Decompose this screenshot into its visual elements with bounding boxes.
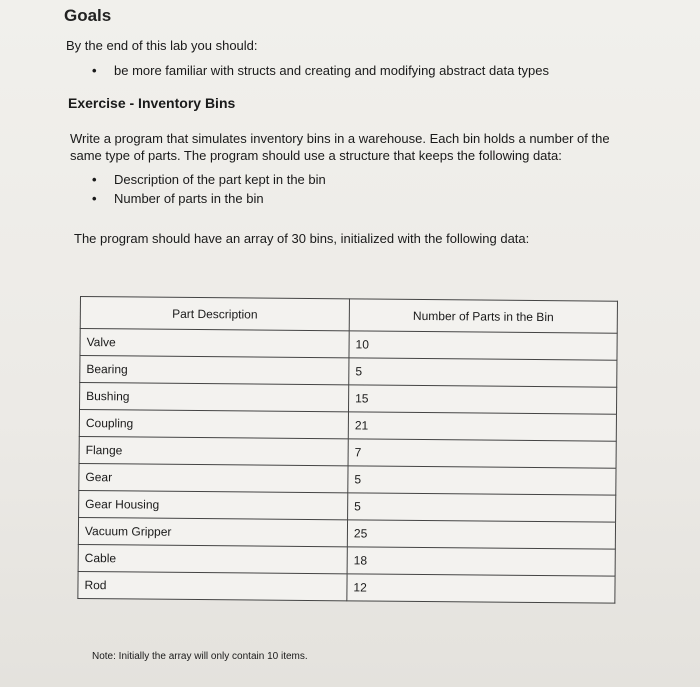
part-cell: Bushing	[80, 383, 349, 412]
inventory-table	[77, 296, 618, 604]
goals-bullet	[92, 63, 549, 78]
header-part-description: Part Description	[80, 297, 349, 331]
count-cell: 12	[347, 574, 615, 603]
bullet-icon: •	[92, 172, 97, 187]
data-bullet	[92, 172, 326, 187]
part-cell: Gear Housing	[79, 490, 348, 519]
table-row	[78, 571, 615, 603]
goals-bullet-text: be more familiar with structs and creating and modifying abstract data types	[114, 63, 549, 78]
count-cell: 21	[348, 412, 616, 441]
goals-heading: Goals	[64, 6, 112, 25]
data-bullet-text: Description of the part kept in the bin	[114, 172, 326, 187]
part-cell: Gear	[79, 463, 348, 492]
part-cell: Cable	[78, 544, 347, 573]
exercise-description	[70, 130, 630, 164]
part-cell: Rod	[78, 571, 347, 600]
count-cell: 5	[349, 358, 617, 387]
exercise-description-line: Write a program that simulates inventory bins in a warehouse. Each bin holds a number of the	[70, 131, 610, 146]
count-cell: 25	[347, 520, 615, 549]
exercise-heading: Exercise - Inventory Bins	[68, 95, 236, 111]
bullet-icon: •	[92, 63, 97, 78]
part-cell: Flange	[79, 436, 348, 465]
part-cell: Vacuum Gripper	[78, 517, 347, 546]
array-statement: The program should have an array of 30 bins, initialized with the following data:	[74, 231, 530, 246]
bullet-icon: •	[92, 191, 97, 206]
note-text: Note: Initially the array will only contain 10 items.	[92, 651, 308, 662]
data-bullet-text: Number of parts in the bin	[114, 191, 264, 206]
count-cell: 5	[348, 466, 616, 495]
goals-intro: By the end of this lab you should:	[66, 38, 258, 53]
data-bullet	[92, 191, 264, 206]
count-cell: 15	[348, 385, 616, 414]
count-cell: 5	[348, 493, 616, 522]
header-number-of-parts: Number of Parts in the Bin	[349, 299, 617, 333]
exercise-description-line: same type of parts. The program should use a structure that keeps the following data:	[70, 148, 562, 163]
part-cell: Bearing	[80, 356, 349, 385]
table-header-row	[80, 297, 617, 334]
count-cell: 18	[347, 547, 615, 576]
part-cell: Coupling	[79, 410, 348, 439]
part-cell: Valve	[80, 329, 349, 358]
count-cell: 10	[349, 331, 617, 360]
count-cell: 7	[348, 439, 616, 468]
